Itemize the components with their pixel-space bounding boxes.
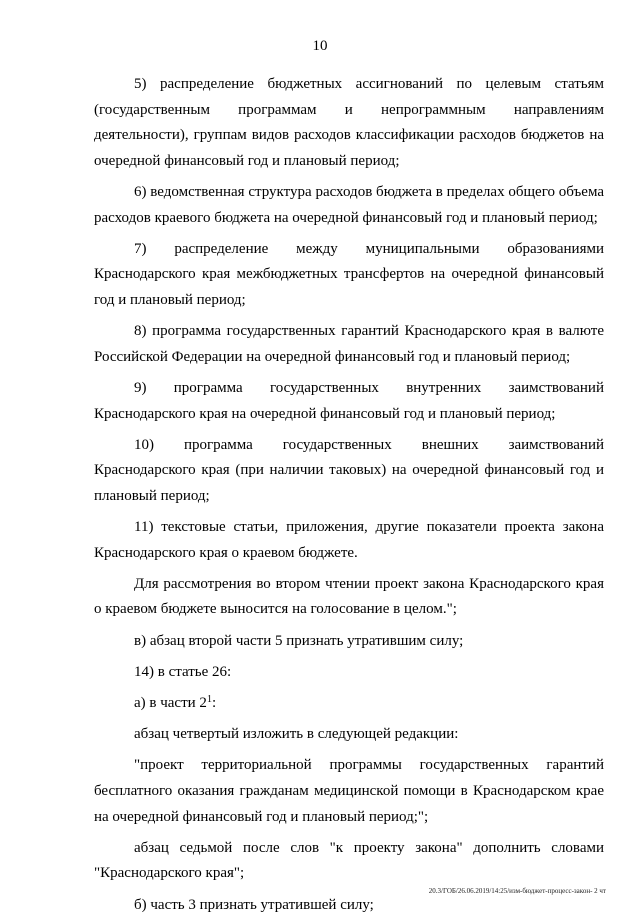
- paragraph-item-7: 7) распределение между муниципальными образованиями Краснодарского края межбюджетных трансфертов на очередной финансовый год и плановый период;: [94, 240, 604, 308]
- part-a-superscript: 1: [206, 694, 212, 705]
- paragraph-second-reading: Для рассмотрения во втором чтении проект закона Краснодарского края о краевом бюджете выносится на голосование в целом.";: [94, 575, 604, 618]
- part-a-prefix: а) в части 2: [134, 695, 207, 711]
- paragraph-part-2-1: [94, 691, 604, 717]
- paragraph-item-8: 8) программа государственных гарантий Краснодарского края в валюте Российской Федерации на очередной финансовый год и плановый период;: [94, 323, 604, 365]
- paragraph-item-10: 10) программа государственных внешних заимствований Краснодарского края (при наличии таковых) на очередной финансовый год и плановый период;: [94, 436, 604, 504]
- part-a-suffix: :: [211, 695, 217, 711]
- paragraph-seventh-abzac: абзац седьмой после слов "к проекту закона" дополнить словами "Краснодарского края";: [94, 839, 604, 882]
- paragraph-item-11: 11) текстовые статьи, приложения, другие показатели проекта закона Краснодарского края о краевом бюджете.: [94, 519, 604, 561]
- document-body: [94, 72, 604, 918]
- page-number: 10: [312, 38, 328, 54]
- paragraph-part-5-repeal: в) абзац второй части 5 признать утратившим силу;: [134, 632, 464, 649]
- paragraph-part-3-repeal: б) часть 3 признать утратившей силу;: [134, 896, 374, 913]
- paragraph-article-26: 14) в статье 26:: [134, 663, 232, 680]
- paragraph-item-5: 5) распределение бюджетных ассигнований по целевым статьям (государственным программам и непрограммным направлениям деятельности), группам видов расходов классификации расходов бюджетов на очередной финансовый год и плановый период;: [94, 76, 604, 169]
- document-footer-code: 20.3/ГОБ/26.06.2019/14:25/изм-бюджет-процесс-закон- 2 чт: [428, 887, 606, 895]
- paragraph-quoted-program: "проект территориальной программы государственных гарантий бесплатного оказания гражданам медицинской помощи в Краснодарском крае на очередной финансовый год и плановый период;";: [94, 757, 604, 825]
- paragraph-item-9: 9) программа государственных внутренних заимствований Краснодарского края на очередной финансовый год и плановый период;: [94, 379, 604, 422]
- paragraph-item-6: 6) ведомственная структура расходов бюджета в пределах общего объема расходов краевого бюджета на очередной финансовый год и плановый период;: [94, 183, 604, 226]
- paragraph-fourth-abzac: абзац четвертый изложить в следующей редакции:: [134, 726, 459, 743]
